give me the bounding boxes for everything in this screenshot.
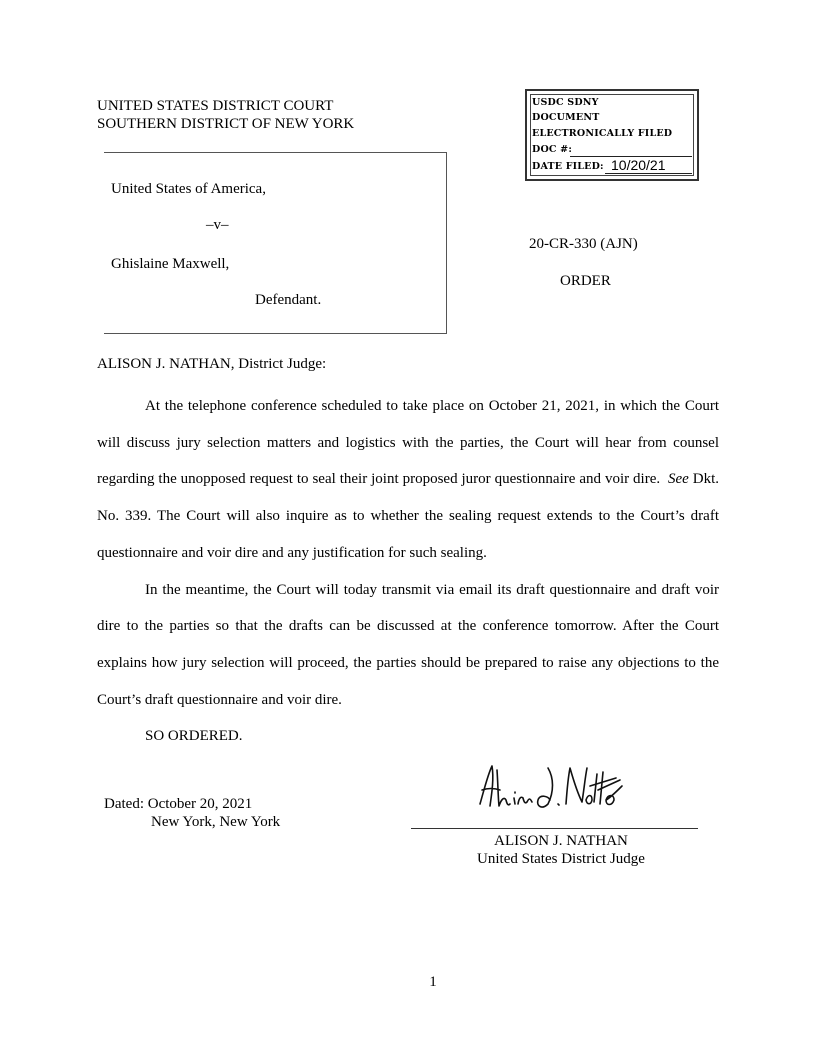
- filing-stamp: [525, 89, 699, 181]
- court-name: UNITED STATES DISTRICT COURT: [97, 98, 334, 114]
- paragraph-1-end: Dkt. No. 339. The Court will also inquire as to whether the sealing request extends to the Court’s draft questionnaire and voir dire and any justification for such sealing.: [97, 471, 719, 561]
- paragraph-1: [97, 388, 719, 572]
- order-body: [97, 388, 719, 755]
- stamp-court: USDC SDNY: [532, 97, 599, 108]
- signature-block: [411, 832, 711, 868]
- defendant-role: Defendant.: [255, 292, 322, 308]
- see-signal: See: [667, 471, 689, 488]
- paragraph-1-start: At the telephone conference scheduled to take place on October 21, 2021, in which the Court will discuss jury selection matters and logistics with the parties, the Court will hear from counsel regarding the unopposed request to seal their joint proposed juror questionnaire and voir dire.: [97, 398, 719, 488]
- defendant-name: Ghislaine Maxwell,: [111, 256, 230, 272]
- plaintiff-name: United States of America,: [111, 181, 266, 197]
- stamp-doc-label: DOC #:: [532, 144, 573, 155]
- paragraph-2: In the meantime, the Court will today transmit via email its draft questionnaire and draft voir dire to the parties so that the drafts can be discussed at the conference tomorrow. After the Court explains how jury selection will proceed, the parties should be prepared to raise any objections to the Court’s draft questionnaire and voir dire.: [97, 581, 719, 708]
- versus: –v–: [206, 217, 229, 233]
- judge-heading: ALISON J. NATHAN, District Judge:: [97, 356, 327, 372]
- dated-label: Dated:: [104, 796, 144, 812]
- stamp-date-line: [605, 173, 692, 174]
- stamp-date-label: DATE FILED:: [532, 161, 604, 172]
- signer-name: ALISON J. NATHAN: [494, 833, 628, 849]
- stamp-date-value: 10/20/21: [611, 157, 666, 173]
- so-ordered: SO ORDERED.: [145, 728, 243, 745]
- dated-block: [104, 795, 280, 831]
- case-number: 20-CR-330 (AJN): [529, 236, 638, 252]
- court-district: SOUTHERN DISTRICT OF NEW YORK: [97, 116, 355, 132]
- stamp-electronically-filed: ELECTRONICALLY FILED: [532, 128, 673, 139]
- document-type: ORDER: [560, 273, 611, 289]
- signature-line: [411, 828, 698, 829]
- dated-date: October 20, 2021: [147, 796, 253, 812]
- handwritten-signature: [470, 760, 630, 820]
- stamp-document: DOCUMENT: [532, 112, 600, 123]
- page-number: 1: [429, 974, 437, 990]
- signer-title: United States District Judge: [477, 851, 645, 867]
- court-header: [97, 97, 354, 133]
- dated-place: New York, New York: [151, 814, 281, 830]
